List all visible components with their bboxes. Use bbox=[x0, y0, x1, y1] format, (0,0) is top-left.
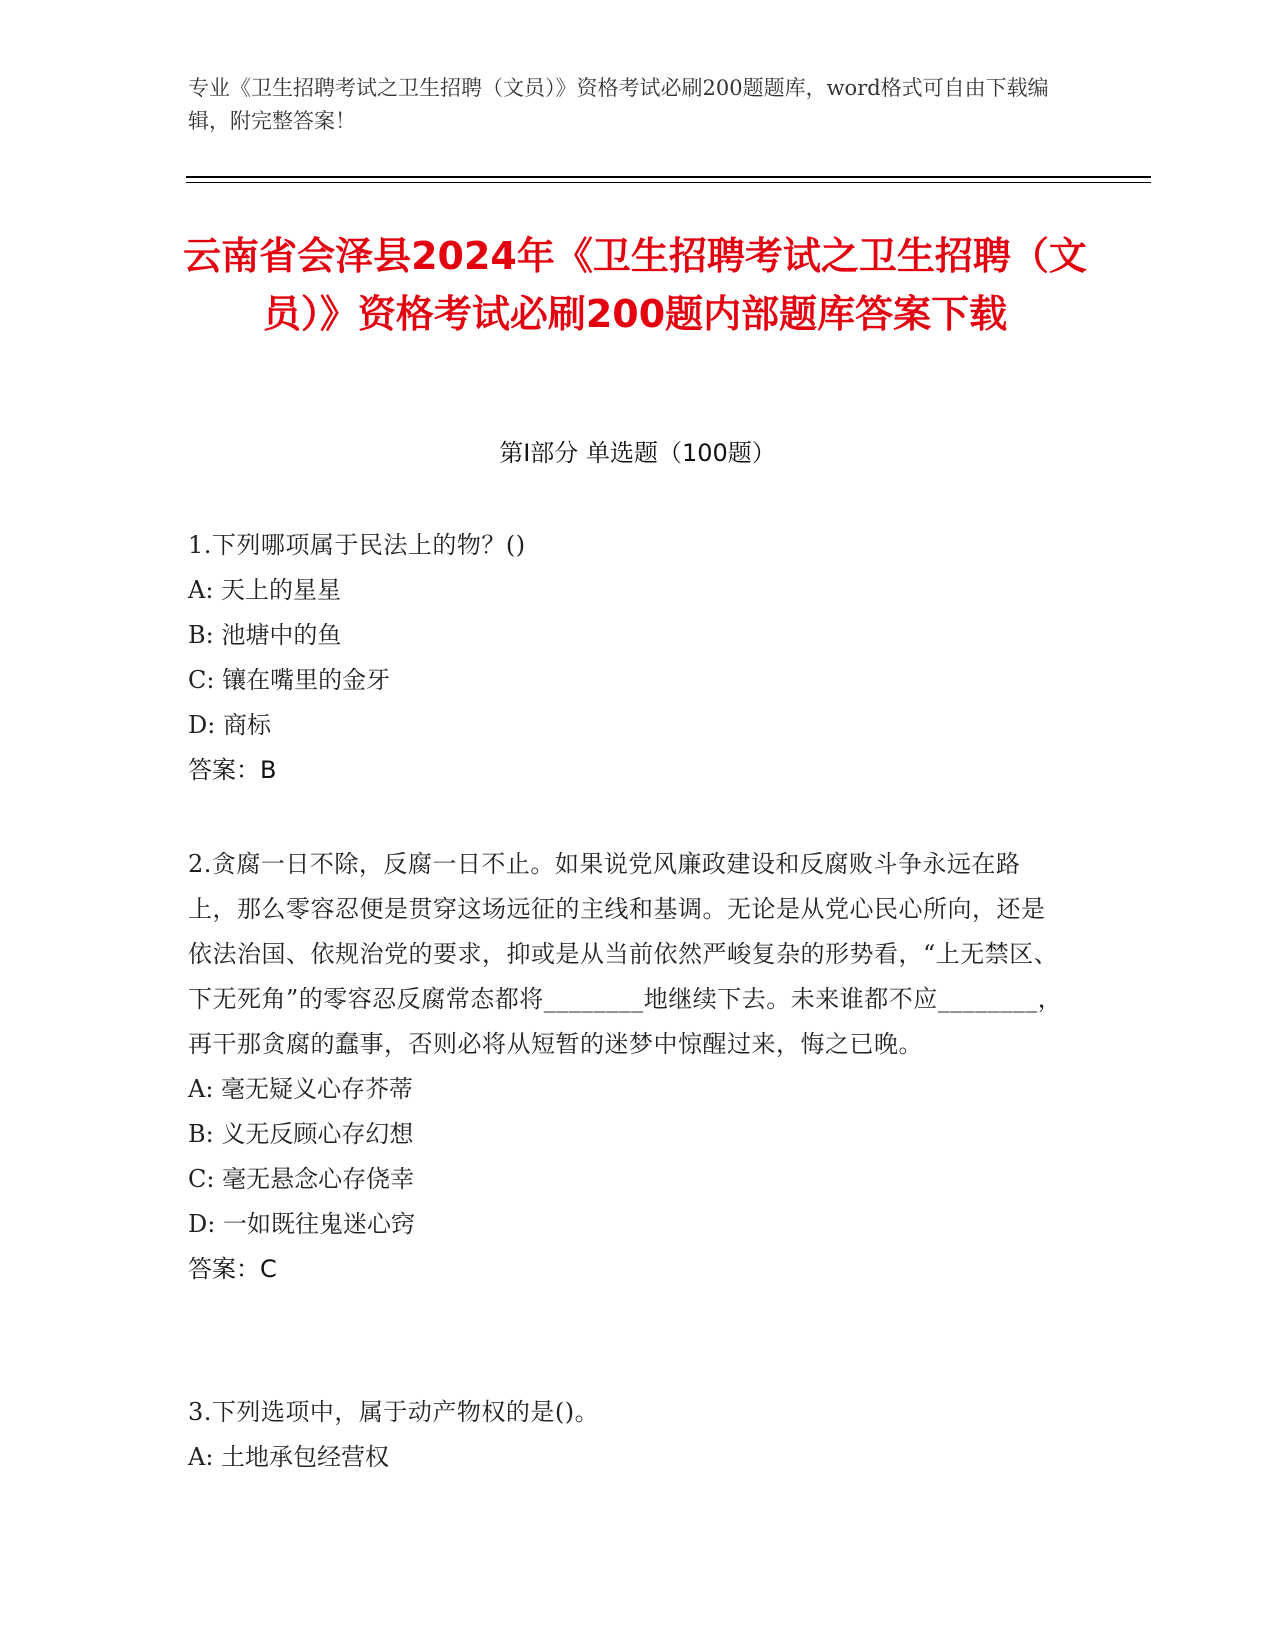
answer-line: 答案：B bbox=[188, 756, 277, 784]
option-c: C: 毫无悬念心存侥幸 bbox=[188, 1165, 415, 1193]
option-d: D: 一如既往鬼迷心窍 bbox=[188, 1210, 415, 1238]
question-2 bbox=[188, 842, 1068, 1292]
document-title: 云南省会泽县2024年《卫生招聘考试之卫生招聘（文员）》资格考试必刷200题内部题库答案下载 bbox=[183, 234, 1087, 336]
option-a: A: 毫无疑义心存芥蒂 bbox=[188, 1075, 414, 1103]
option-d: D: 商标 bbox=[188, 711, 271, 739]
option-c: C: 镶在嘴里的金牙 bbox=[188, 666, 391, 694]
question-3 bbox=[188, 1390, 1068, 1480]
question-stem: 1.下列哪项属于民法上的物？() bbox=[188, 531, 526, 559]
option-a: A: 土地承包经营权 bbox=[188, 1443, 390, 1471]
option-a: A: 天上的星星 bbox=[188, 576, 342, 604]
section-heading: 第I部分 单选题（100题） bbox=[499, 439, 776, 467]
option-b: B: 池塘中的鱼 bbox=[188, 621, 342, 649]
header-divider-thin bbox=[186, 182, 1151, 183]
header-note: 专业《卫生招聘考试之卫生招聘（文员）》资格考试必刷200题题库，word格式可自由下载编辑，附完整答案！ bbox=[188, 76, 1049, 133]
answer-line: 答案：C bbox=[188, 1255, 277, 1283]
question-stem: 3.下列选项中，属于动产物权的是()。 bbox=[188, 1398, 600, 1426]
header-divider-thick bbox=[186, 176, 1151, 178]
question-1 bbox=[188, 523, 1068, 793]
question-stem: 2.贪腐一日不除，反腐一日不止。如果说党风廉政建设和反腐败斗争永远在路上，那么零容忍便是贯穿这场远征的主线和基调。无论是从党心民心所向，还是依法治国、依规治党的要求，抑或是从当前依然严峻复杂的形势看，“上无禁区、下无死角”的零容忍反腐常态都将________地继续下去。未来谁都不应________，再干那贪腐的蠢事，否则必将从短暂的迷梦中惊醒过来，悔之已晚。 bbox=[188, 850, 1063, 1058]
option-b: B: 义无反顾心存幻想 bbox=[188, 1120, 414, 1148]
